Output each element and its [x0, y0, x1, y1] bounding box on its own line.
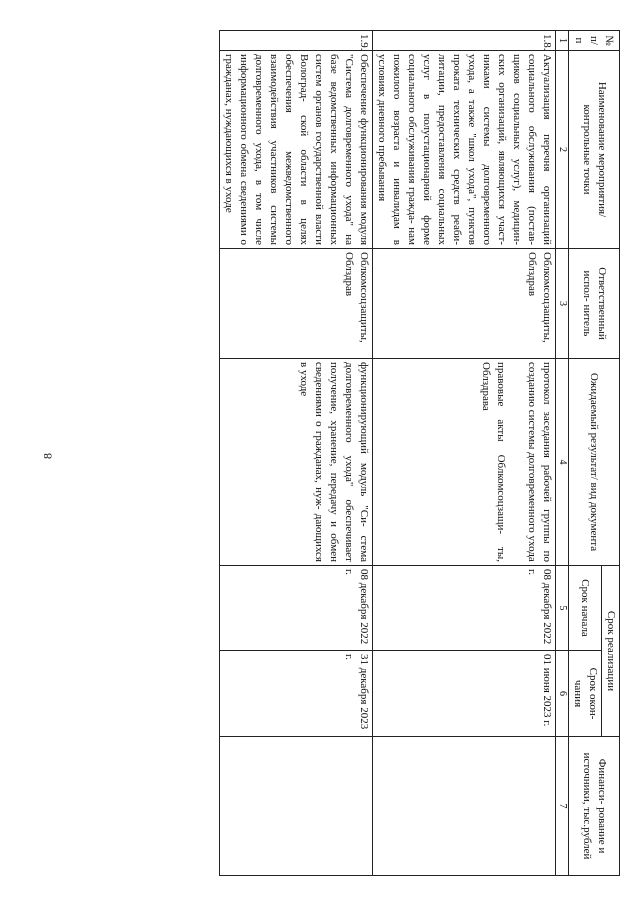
row-start-date: 08 декабря 2022 г.: [220, 566, 373, 651]
column-number: 3: [556, 249, 569, 359]
rotated-page-content: [145, 30, 620, 875]
table-row: [373, 31, 556, 876]
header-num: № п/п: [569, 31, 620, 51]
column-number: 2: [556, 51, 569, 249]
row-financing: [220, 737, 373, 876]
header-result: Ожидаемый результат/ вид документа: [569, 359, 620, 566]
row-financing: [373, 737, 556, 876]
row-result-protocol: протокол заседания рабочей группы по созданию системы долговременного ухода: [526, 362, 553, 562]
column-number: 1: [556, 31, 569, 51]
column-number: 7: [556, 737, 569, 876]
header-period: Срок реализации: [602, 566, 620, 737]
header-start: Срок начала: [569, 566, 602, 651]
action-plan-table: [219, 30, 620, 876]
column-number-row: [556, 31, 569, 876]
row-start-date: 08 декабря 2022 г.: [373, 566, 556, 651]
header-financing: Финанси- рование и источники, тыс.рублей: [569, 737, 620, 876]
row-executor: Облкомсоцзащиты, Облздрав: [220, 249, 373, 359]
table-row: [220, 31, 373, 876]
row-executor: Облкомсоцзащиты, Облздрав: [373, 249, 556, 359]
header-executor: Ответственный испол- нитель: [569, 249, 620, 359]
page-number: 8: [40, 453, 55, 459]
column-number: 4: [556, 359, 569, 566]
row-end-date: 01 июня 2023 г.: [373, 651, 556, 737]
row-activity-name: Обеспечение функционирования модуля "Система долговременного ухода" на базе ведомственных информационных систем органов государственной власти Волоград- ской области в целях обеспечения межведомственного взаимодействия участников системы долговременного ухода, в том числе информационного обмена сведениями о гражданах, нуждающихся в уходе: [220, 51, 373, 249]
header-name: Наименование мероприятия/ контрольные точки: [569, 51, 620, 249]
row-end-date: 31 декабря 2023 г.: [220, 651, 373, 737]
header-end: Срок окон- чания: [569, 651, 602, 737]
row-result: функционирующий модуль "Си- стема долговременного ухода" обеспечивает получение, хранение, передачу и обмен сведениями о гражданах, нуж- дающихся в уходе: [220, 359, 373, 566]
column-number: 6: [556, 651, 569, 737]
column-number: 5: [556, 566, 569, 651]
row-num: 1.9.: [220, 31, 373, 51]
row-result-legal-acts: правовые акты Облкомсоцзащи- ты, Облздрава: [480, 362, 507, 562]
row-result: [373, 359, 556, 566]
row-num: 1.8.: [373, 31, 556, 51]
header-row-top: [602, 31, 620, 876]
row-activity-name: Актуализация перечня организаций социального обслуживания (постав- щиков социальных услуг), медицин- ских организаций, являющихся участ- никами системы долговременного ухода, а также "школ ухода", пунктов проката технических средств реаби- литации, предоставления социальных услуг в полустационарной форме социального обслуживания гражда- нам пожилого возраста и инвалидам в условиях дневного пребывания: [373, 51, 556, 249]
